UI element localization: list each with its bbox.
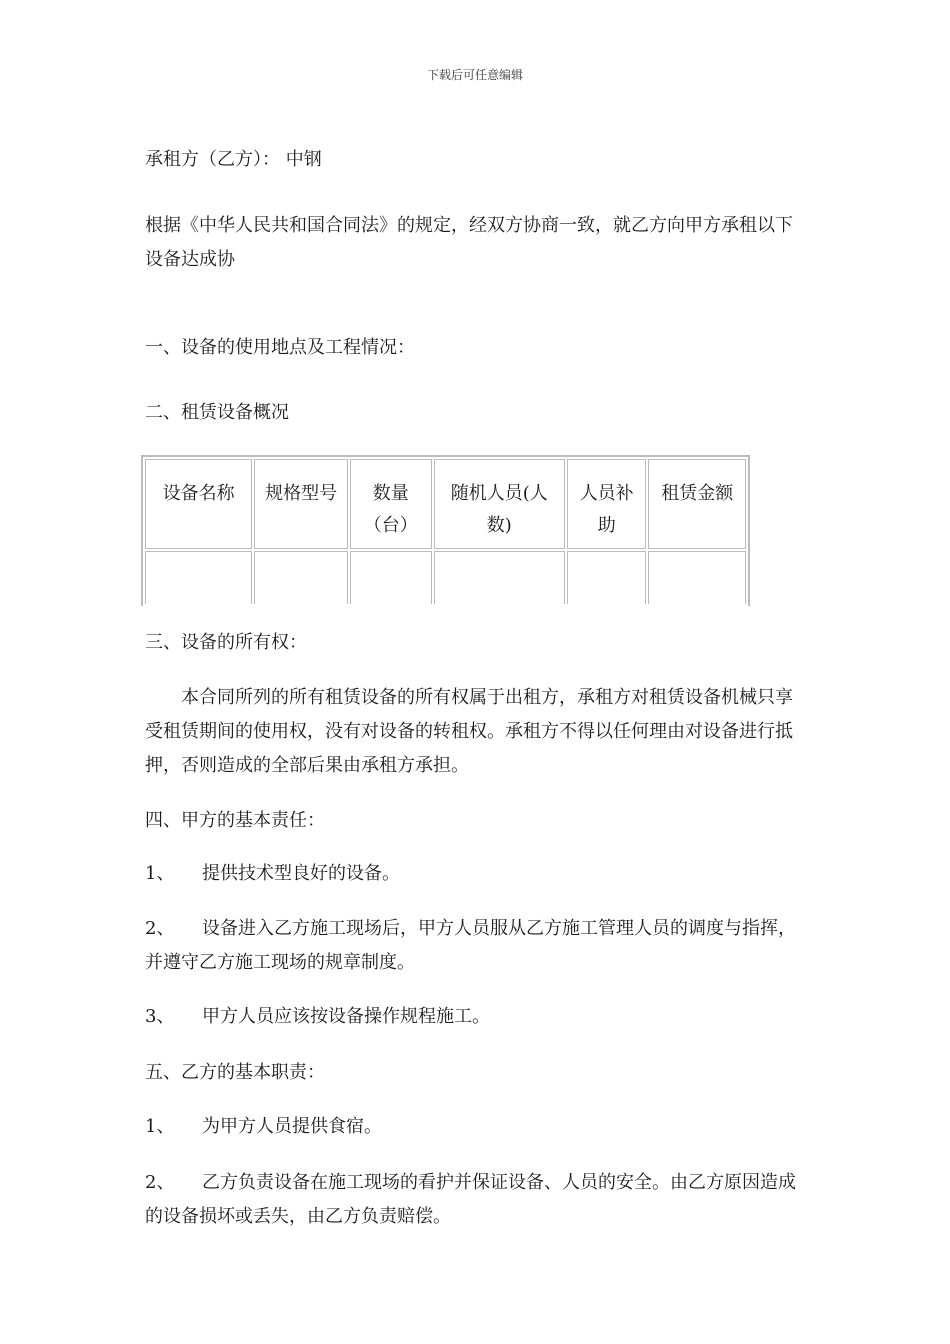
section-1-heading: 一、设备的使用地点及工程情况： — [145, 337, 415, 358]
table-header-cell: 随机人员(人数) — [434, 459, 565, 549]
intro-paragraph: 根据《中华人民共和国合同法》的规定，经双方协商一致，就乙方向甲方承租以下设备达成协 — [145, 215, 793, 270]
table-header-cell: 设备名称 — [145, 459, 252, 549]
section-5-heading: 五、乙方的基本职责： — [145, 1062, 325, 1083]
list-item-number: 1、 — [145, 863, 175, 884]
table-header-cell: 规格型号 — [254, 459, 347, 549]
list-item-text: 为甲方人员提供食宿。 — [202, 1116, 382, 1137]
section-2-heading: 二、租赁设备概况 — [145, 402, 289, 423]
list-item — [145, 912, 805, 980]
table-cell — [145, 551, 252, 604]
list-item-text: 甲方人员应该按设备操作规程施工。 — [202, 1006, 490, 1027]
equipment-table — [141, 455, 750, 606]
list-item — [145, 1110, 805, 1144]
list-item-number: 2、 — [145, 1172, 175, 1193]
table-cell — [434, 551, 565, 604]
section-3-text: 本合同所列的所有租赁设备的所有权属于出租方，承租方对租赁设备机械只享受租赁期间的使用权，没有对设备的转租权。承租方不得以任何理由对设备进行抵押，否则造成的全部后果由承租方承担。 — [145, 687, 793, 776]
list-item — [145, 1166, 805, 1234]
table-cell — [567, 551, 647, 604]
list-item — [145, 1000, 805, 1034]
table-row — [145, 551, 746, 604]
section-4-heading: 四、甲方的基本责任： — [145, 810, 325, 831]
list-item — [145, 857, 805, 891]
table-header-row — [145, 459, 746, 549]
list-item-text: 提供技术型良好的设备。 — [202, 863, 400, 884]
section-3-heading: 三、设备的所有权： — [145, 632, 307, 653]
table-header-cell: 人员补助 — [567, 459, 647, 549]
table-cell — [254, 551, 347, 604]
table-header-cell: 数量（台） — [350, 459, 432, 549]
table-cell — [648, 551, 746, 604]
list-item-text: 乙方负责设备在施工现场的看护并保证设备、人员的安全。由乙方原因造成的设备损坏或丢失，由乙方负责赔偿。 — [145, 1172, 796, 1227]
list-item-text: 设备进入乙方施工现场后，甲方人员服从乙方施工管理人员的调度与指挥，并遵守乙方施工现场的规章制度。 — [145, 918, 796, 973]
table-cell — [350, 551, 432, 604]
table-header-cell: 租赁金额 — [648, 459, 746, 549]
list-item-number: 3、 — [145, 1006, 175, 1027]
header-note: 下载后可任意编辑 — [426, 68, 523, 82]
list-item-number: 1、 — [145, 1116, 175, 1137]
lessee-line: 承租方（乙方）： 中钢 — [145, 149, 322, 170]
list-item-number: 2、 — [145, 918, 175, 939]
